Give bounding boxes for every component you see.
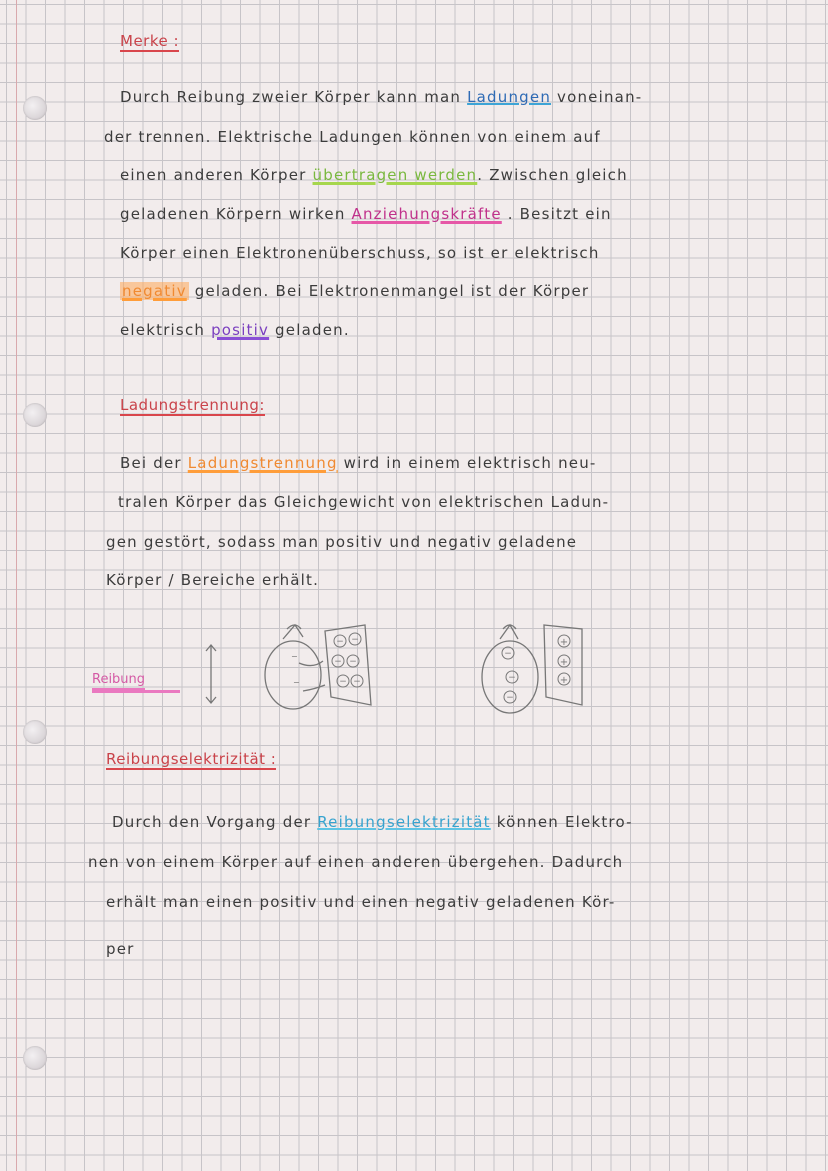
punch-hole — [23, 1046, 47, 1070]
ladungstrennung-heading: Ladungstrennung: — [120, 396, 265, 414]
merke-line-5: Körper einen Elektronenüberschuss, so ist er elektrisch — [120, 244, 600, 262]
charge-symbol: − — [353, 677, 361, 687]
merke-line-4: geladenen Körpern wirken Anziehungskräfte . Besitzt ein — [120, 205, 612, 223]
lt-line-3: gen gestört, sodass man positiv und negativ geladene — [106, 533, 578, 551]
term-positiv: positiv — [211, 321, 270, 339]
friction-diagram-right — [470, 615, 600, 720]
charge-symbol: + — [559, 657, 569, 668]
term-ladungen: Ladungen — [467, 88, 552, 106]
lt-line-2: tralen Körper das Gleichgewicht von elektrischen Ladun- — [118, 493, 610, 511]
charge-minus-small: − — [293, 678, 300, 687]
term-uebertragen: übertragen werden — [312, 166, 478, 184]
term-negativ: negativ — [122, 282, 187, 300]
re-line-3: erhält man einen positiv und einen negativ geladenen Kör- — [106, 893, 616, 911]
charge-symbol: − — [504, 649, 512, 659]
merke-line-1: Durch Reibung zweier Körper kann man Ladungen voneinan- — [120, 88, 643, 106]
charge-symbol: − — [339, 677, 347, 687]
term-reibungselektrizitaet: Reibungselektrizität — [317, 813, 491, 831]
reibungselektrizitaet-heading: Reibungselektrizität : — [106, 750, 277, 768]
punch-hole — [23, 96, 47, 120]
balloon-icon — [265, 625, 321, 709]
merke-line-3: einen anderen Körper übertragen werden. Zwischen gleich — [120, 166, 628, 184]
re-line-2: nen von einem Körper auf einen anderen übergehen. Dadurch — [88, 853, 624, 871]
merke-heading: Merke : — [120, 32, 180, 50]
lt-line-4: Körper / Bereiche erhält. — [106, 571, 320, 589]
charge-symbol: + — [559, 637, 569, 648]
charge-symbol: − — [336, 637, 344, 647]
punch-hole — [23, 720, 47, 744]
charge-symbol: − — [349, 657, 357, 667]
term-ladungstrennung: Ladungstrennung — [187, 454, 338, 472]
charge-symbol: − — [508, 673, 516, 683]
charge-symbol: + — [559, 675, 569, 686]
re-line-4: per — [106, 940, 135, 958]
double-arrow-icon — [206, 645, 216, 703]
term-anziehungskraefte: Anziehungskräfte — [351, 205, 502, 223]
merke-line-7: elektrisch positiv geladen. — [120, 321, 350, 339]
margin-line — [16, 0, 17, 1171]
friction-diagram-left — [195, 615, 395, 715]
reibung-underline — [92, 690, 180, 693]
charge-minus-small: − — [291, 652, 298, 661]
charge-symbol: − — [351, 635, 359, 645]
charge-symbol: − — [506, 693, 514, 703]
charge-symbol: − — [334, 657, 342, 667]
punch-hole — [23, 403, 47, 427]
merke-line-6: negativ geladen. Bei Elektronenmangel ist der Körper — [122, 282, 590, 300]
reibung-label: Reibung — [92, 672, 145, 691]
re-line-1: Durch den Vorgang der Reibungselektrizität können Elektro- — [112, 813, 633, 831]
lt-line-1: Bei der Ladungstrennung wird in einem elektrisch neu- — [120, 454, 597, 472]
merke-line-2: der trennen. Elektrische Ladungen können von einem auf — [104, 128, 601, 146]
